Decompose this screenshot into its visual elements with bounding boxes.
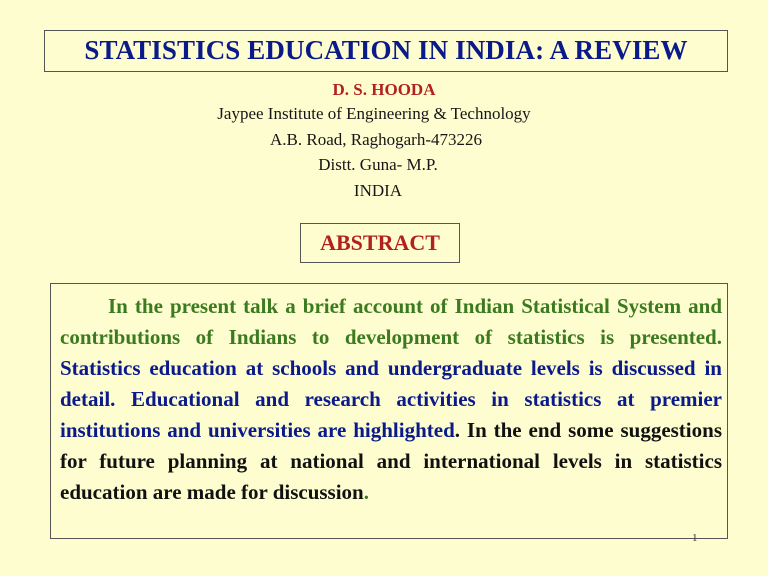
affiliation-address: A.B. Road, Raghogarh-473226 — [269, 130, 482, 149]
abstract-text-part2: Statistics education at schools and undergraduate levels is discussed in detail. Educational and research activities in statistics at premier institutions and universities are highlighted — [60, 356, 722, 442]
abstract-paragraph — [60, 291, 722, 508]
abstract-text-part4: . — [363, 480, 369, 504]
title-box — [44, 30, 728, 72]
abstract-heading-box — [300, 223, 460, 263]
abstract-heading: ABSTRACT — [320, 230, 440, 255]
abstract-body-box — [50, 283, 728, 539]
affiliation-institute: Jaypee Institute of Engineering & Technology — [217, 104, 531, 123]
page-number: 1 — [692, 532, 698, 544]
affiliation-country: INDIA — [353, 181, 403, 200]
abstract-text-part1: In the present talk a brief account of Indian Statistical System and contributions of Indians to development of statistics is presented. — [60, 294, 722, 349]
page-title: STATISTICS EDUCATION IN INDIA: A REVIEW — [84, 35, 688, 65]
abstract-text-part3: . In the end some suggestions for future planning at national and international levels in statistics education are made for discussion — [60, 418, 722, 504]
affiliation-district: Distt. Guna- M.P. — [318, 155, 438, 174]
author-name: D. S. HOODA — [332, 80, 436, 99]
